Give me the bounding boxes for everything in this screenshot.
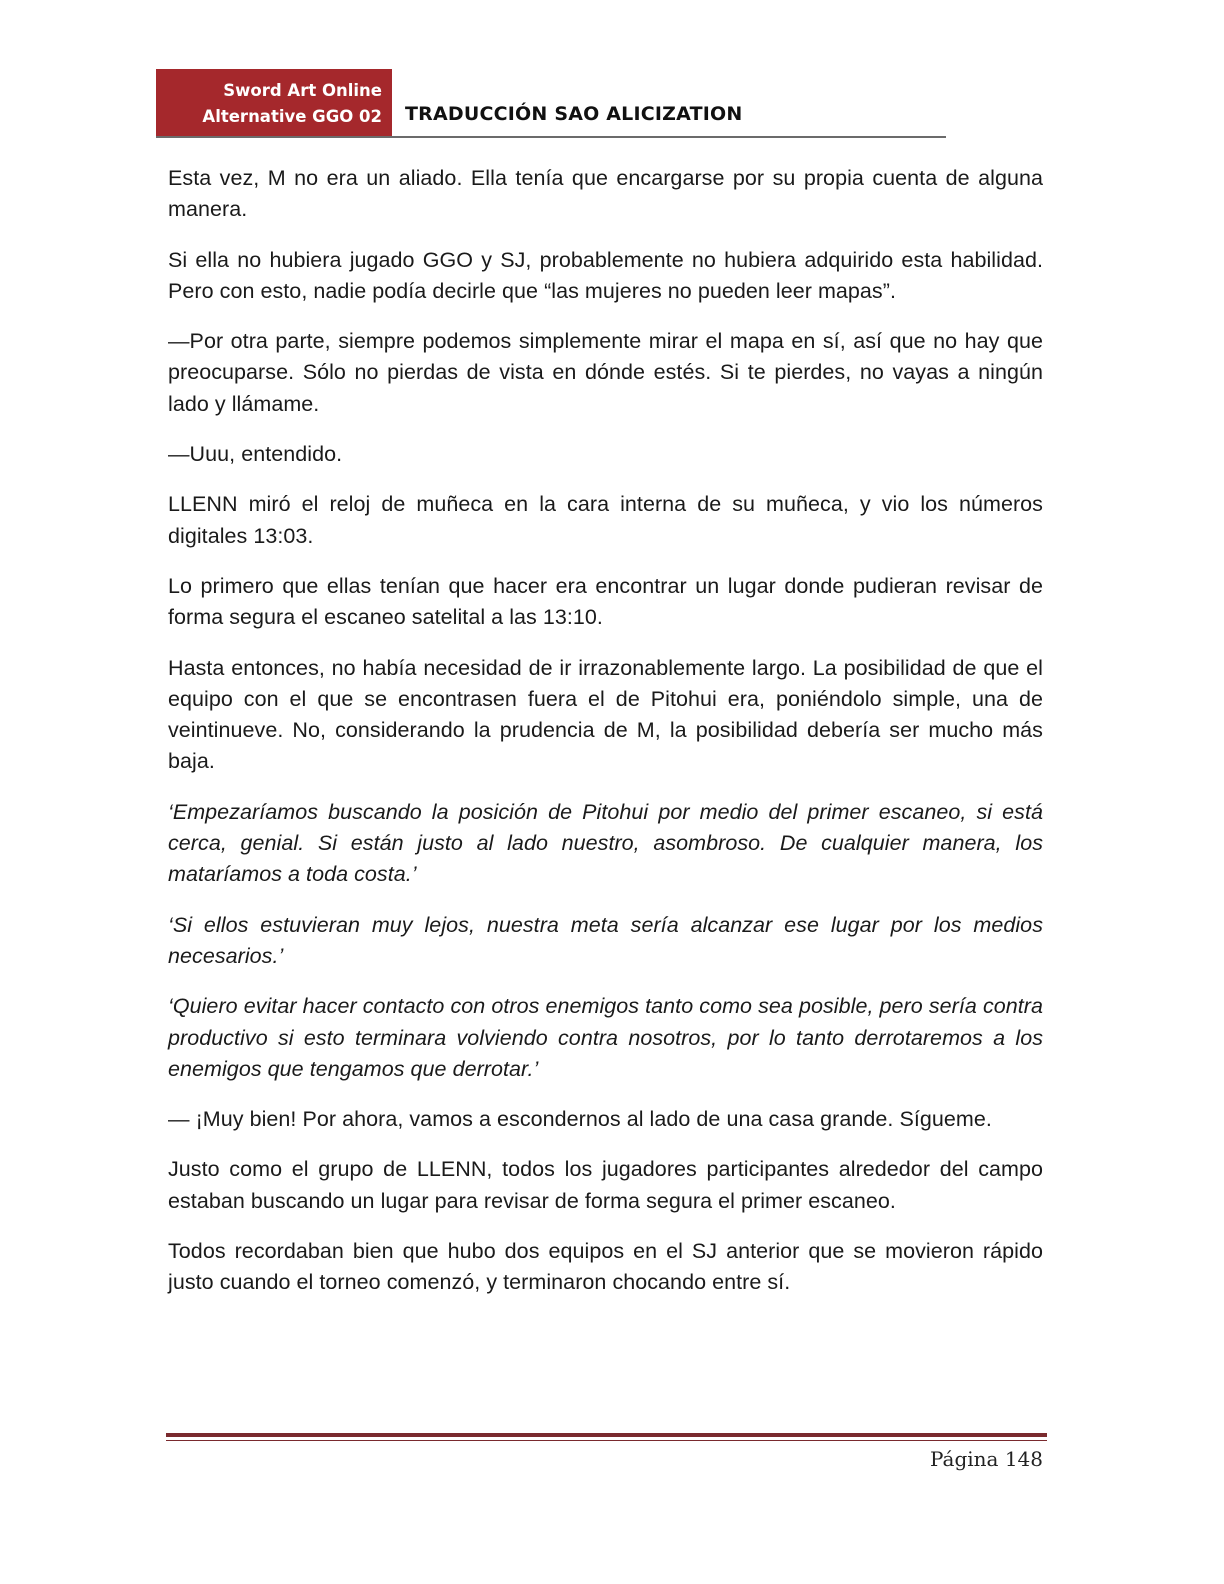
paragraph: Todos recordaban bien que hubo dos equipos en el SJ anterior que se movieron rápido justo cuando el torneo comenzó, y terminaron chocando entre sí. xyxy=(168,1239,1043,1295)
paragraph-italic: ‘Si ellos estuvieran muy lejos, nuestra meta sería alcanzar ese lugar por los medios necesarios.’ xyxy=(168,912,1043,968)
header-title: TRADUCCIÓN SAO ALICIZATION xyxy=(405,103,743,125)
paragraph-italic: ‘Empezaríamos buscando la posición de Pitohui por medio del primer escaneo, si está cerca, genial. Si están justo al lado nuestro, asombroso. De cualquier manera, los mataríamos a toda costa.’ xyxy=(168,799,1043,887)
page-number: Página 148 xyxy=(929,1447,1043,1471)
paragraph: Si ella no hubiera jugado GGO y SJ, probablemente no hubiera adquirido esta habilidad. Pero con esto, nadie podía decirle que “las mujeres no pueden leer mapas”. xyxy=(168,247,1043,303)
paragraph: Lo primero que ellas tenían que hacer era encontrar un lugar donde pudieran revisar de forma segura el escaneo satelital a las 13:10. xyxy=(168,573,1043,630)
header-divider xyxy=(156,136,946,138)
book-title-line2: Alternative GGO 02 xyxy=(202,107,382,126)
paragraph-italic: ‘Quiero evitar hacer contacto con otros enemigos tanto como sea posible, pero sería contra productivo si esto terminara volviendo contra nosotros, por lo tanto derrotaremos a los enemigos que tengamos que derrotar.’ xyxy=(168,994,1043,1081)
page-body xyxy=(168,163,1043,1318)
book-title-line1: Sword Art Online xyxy=(223,81,382,100)
footer-divider-thick xyxy=(166,1433,1047,1437)
book-title-box xyxy=(156,69,392,136)
paragraph: Justo como el grupo de LLENN, todos los jugadores participantes alrededor del campo estaban buscando un lugar para revisar de forma segura el primer escaneo. xyxy=(168,1157,1043,1213)
footer-divider-thin xyxy=(166,1440,1047,1441)
paragraph: —Por otra parte, siempre podemos simplemente mirar el mapa en sí, así que no hay que preocuparse. Sólo no pierdas de vista en dónde estés. Si te pierdes, no vayas a ningún lado y llámame. xyxy=(168,329,1043,416)
paragraph: —Uuu, entendido. xyxy=(168,442,343,467)
paragraph: — ¡Muy bien! Por ahora, vamos a escondernos al lado de una casa grande. Sígueme. xyxy=(168,1107,992,1132)
page-header xyxy=(156,69,946,139)
paragraph: LLENN miró el reloj de muñeca en la cara interna de su muñeca, y vio los números digitales 13:03. xyxy=(168,492,1043,548)
paragraph: Hasta entonces, no había necesidad de ir irrazonablemente largo. La posibilidad de que el equipo con el que se encontrasen fuera el de Pitohui era, poniéndolo simple, una de veintinueve. No, considerando la prudencia de M, la posibilidad debería ser mucho más baja. xyxy=(168,655,1043,774)
paragraph: Esta vez, M no era un aliado. Ella tenía que encargarse por su propia cuenta de alguna manera. xyxy=(168,166,1043,222)
